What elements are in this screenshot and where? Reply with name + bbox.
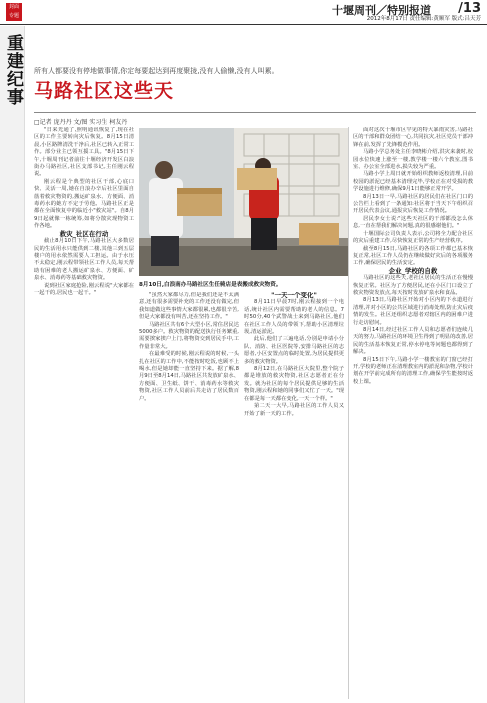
- paragraph: 居民李女士说:"这些天社区的干部都没怎么休息,一直在帮我们解决问题,真的很感谢他们。": [353, 215, 473, 230]
- column-rule: [348, 127, 349, 699]
- photo-illustration: [139, 128, 349, 276]
- paragraph: 马路小学总务处主任李晓彬介绍,洪灾来袭时,校园水位快速上涨至一楼,教学楼一楼六个教室,图书室、办公室全部进水,损失较为严重。: [353, 149, 473, 171]
- page-number: /13: [458, 1, 481, 16]
- headline-rule: [34, 112, 476, 113]
- paragraph: 此后,他们了三遍电话,分别是申请小分队、消防、社区医院等,安排马路社区的志愿者,小区安置点的临时处置,为居民提供更多的救灾物资。: [244, 336, 344, 365]
- paragraph: 说到社区家庭抢险,刚云程说"大家都在一起干的,居民也一起干。": [34, 282, 134, 296]
- page-header: [0, 0, 487, 25]
- paragraph: 十堰国际公司负责人表示,公司将全力配合社区的灾后重建工作,尽快恢复正常的生产经营秩序。: [353, 230, 473, 245]
- paragraph: 截止8月10日下午,马路社区大多数居民的生活用水只能供到二楼,其他三到五层楼户的用水依然需要人工担运。由于水压不太稳定,刚云程带领社区工作人员,每天帮助有困难的老人搬运矿泉水、方便面、矿泉水、消毒药等基础救灾物资。: [34, 238, 134, 282]
- paragraph: 在最难受的时候,刚云程说的时候,一头扎在社区的工作中,不能按时吃饭,也顾不上喝水,但是她却能一直坚持下来。据了解,8月9日至8月14日,马路社区共发放矿泉水、方便面、卫生纸、饼干、消毒药水等救灾物资,社区工作人员前后共走访了居民数百户。: [139, 351, 239, 402]
- text-column-2: [139, 292, 239, 699]
- subhead: 救灾_社区在行动: [59, 229, 109, 238]
- paragraph: 8月12日,在马路社区大院里,整个院子都是堆放的救灾物资,社区志愿者正在分发。就为社区的每个居民提供足够的生活物资,刚云程和她的同事们又忙了一天。"现在都是每一天都在变化,一天一个样。": [244, 366, 344, 402]
- text-column-4: [353, 127, 473, 699]
- section-tag-line-2: 专题: [8, 13, 19, 19]
- dateline: 2012年8月17日 责任编辑:黄顺军 版式:吕天芳: [366, 16, 481, 22]
- article-byline: □记者 庞丹丹 文/图 实习生 柯友丹: [34, 119, 128, 126]
- paragraph: "日来光通了,照明通讯恢复了,现在社区的工作主要转向灾后恢复。8月15日清晨,小区路牌清洗干净后,社区已转入正常工作。部分业主已领互援工具。"8月15日下午,十堰周刊记者前往十堰经济开发区白浪街办马路社区,社区支部书记,主任刚云程说。: [34, 127, 134, 178]
- paper-name: 十堰周刊／特别报道: [332, 4, 431, 17]
- paragraph: 马路小学上周日就开始组织教师返校清理,目前校园的淤泥已经基本清理完毕,学校正在对受损的教学设施进行维修,确保9月1日能够正常开学。: [353, 171, 473, 193]
- photo-caption: 8月10日,白浪南办马路社区生任骑店是表搬成救灾物资。: [139, 282, 282, 288]
- text-column-1: [34, 127, 134, 699]
- section-tag-line-1: 封面: [8, 4, 19, 10]
- paragraph: 8月14日,经过社区工作人员和志愿者们连续几天的努力,马路社区的环境卫生得到了明显的改善,居民的生活基本恢复正常,停水停电等问题也都得到了解决。: [353, 326, 473, 356]
- paragraph: 马路社区的这些天,老社区居民的生活正在慢慢恢复正常。社区为了方便居民,还在小区门口设立了救灾物资发放点,每天按时发放矿泉水和食品。: [353, 275, 473, 296]
- left-rail: [0, 26, 25, 703]
- article-kicker: 所有人都要没有停地做事情,你定每要起达到再度聚拢,没有人偷懒,没有人叫累。: [34, 67, 279, 75]
- article-photo: [139, 128, 349, 276]
- paragraph: "虽然大家都尽力,但是我们还是不太满意,还有很多需要补充的工作还没有做完,但我知道做这些事情大家都很累,也都很辛苦,但是大家都没有叫苦,还在坚持工作。": [139, 292, 239, 321]
- paragraph: 面对这次十堰市区罕见的特大暴雨灾害,马路社区的干部和群众团结一心,共同抗灾,社区党员干部冲锋在前,发挥了先锋模范作用。: [353, 127, 473, 148]
- subhead: "一天一个变化": [271, 292, 317, 299]
- text-column-3: [244, 292, 344, 699]
- paragraph: 第二天一大早,马路社区的工作人员又开始了新一天的工作。: [244, 403, 344, 417]
- paragraph: 刚云程是个典型的社区干部,心底口快、灵活一周,她在自浪办辛后社区里面自筋着救灾物资的,搬运矿泉水、方便面、消毒药水的她方不定于劳他。马路社区正是都在全面恢复中的临近小"救灾站"。自8月9日起就像一栋统筹,如将分散灾现物资工作各地。: [34, 178, 134, 230]
- paragraph: 8月13日一早,马路社区的居民们在社区门口的公告栏上看到了一条通知:社区将于当天下午组织召开居民代表会议,通报灾后恢复工作情况。: [353, 193, 473, 215]
- section-tag: [6, 3, 22, 21]
- paragraph: 截至8月15日,马路社区的各项工作都已基本恢复正常,社区工作人员仍在继续做好灾后的各项服务工作,确保居民的生活安定。: [353, 245, 473, 267]
- paragraph: 8月13日,马路社区开始对小区内的下水道进行清理,并对小区的公共区域进行消毒处理,防止灾后疫情的发生。社区还组织志愿者对辖区内的困难户进行走访慰问。: [353, 297, 473, 326]
- paragraph: 8月15日下午,马路小学一楼教室的门窗已经打开,学校的老师正在清理教室内的淤泥和杂物,学校计划在开学前完成所有的清理工作,确保学生能按时返校上课。: [353, 356, 473, 385]
- paragraph: 8月11日早晨7时,刚云程接到一个电话,统计社区内需要帮助的老人的信息。7时50分,40个武警战士来到马路社区,他们在社区工作人员的带领下,帮助小区清理垃圾,清运淤泥。: [244, 299, 344, 336]
- paragraph: 马路社区共有6个大型小区,常住居民达5000多户。救灾物资的配送执行任务繁重,需要挨家挨户上门,将物资交到居民手中,工作量非常大。: [139, 321, 239, 350]
- article-headline: 马路社区这些天: [34, 80, 175, 102]
- subhead: 企业_学校的自救: [388, 266, 438, 275]
- rail-title: 重建纪事: [3, 34, 23, 106]
